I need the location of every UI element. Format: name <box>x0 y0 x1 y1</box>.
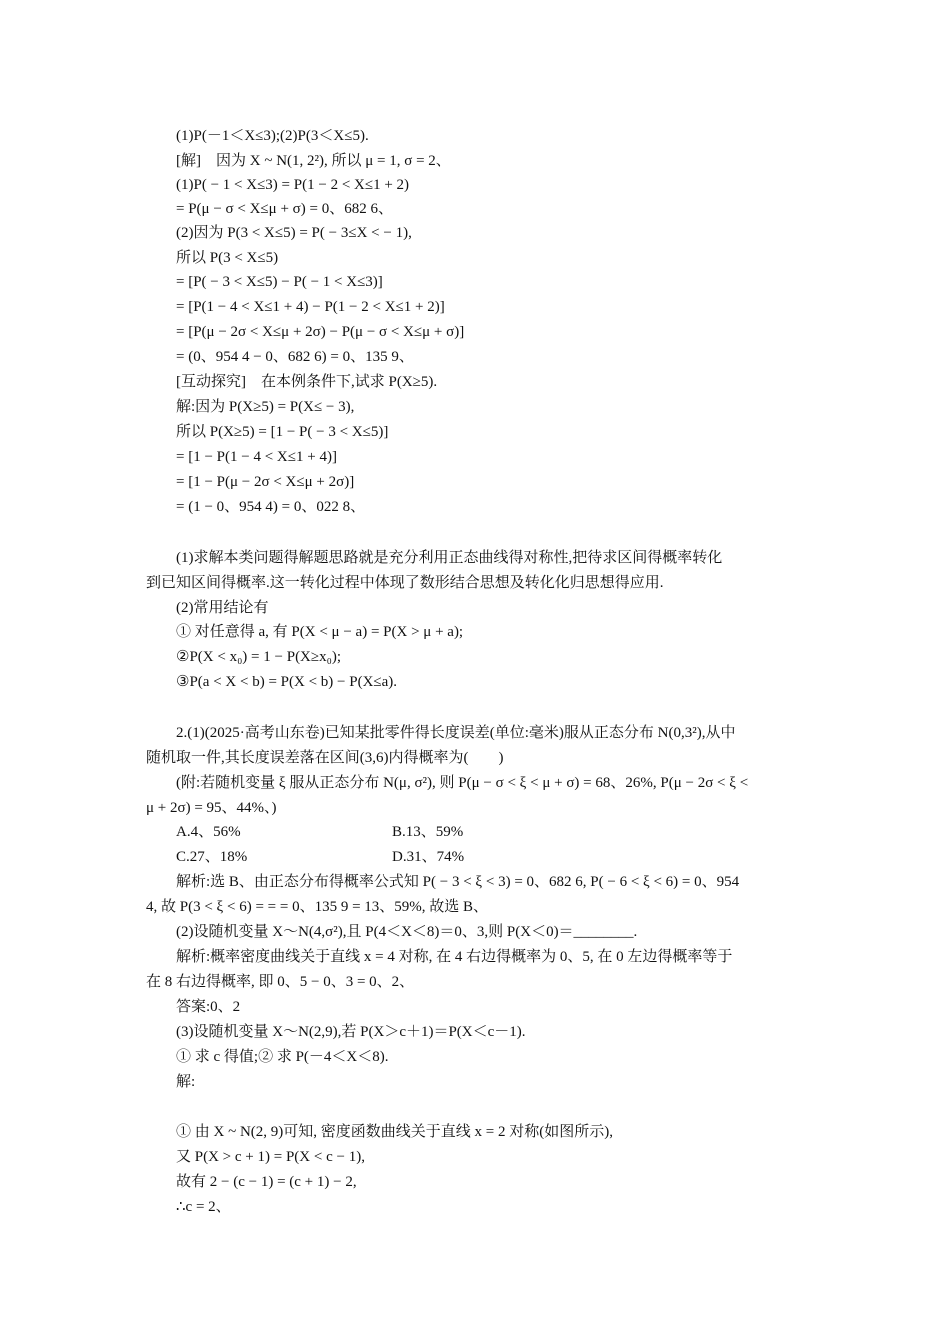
text-line: 2.(1)(2025·高考山东卷)已知某批零件得长度误差(单位:毫米)服从正态分布 N(0,3²),从中 <box>176 725 736 741</box>
text-line: 故有 2 − (c − 1) = (c + 1) − 2, <box>176 1174 357 1190</box>
text-line: (3)设随机变量 X～N(2,9),若 P(X＞c＋1)＝P(X＜c－1). <box>176 1024 526 1040</box>
text-line: ∴c = 2、 <box>176 1199 231 1215</box>
text-line: (附:若随机变量 ξ 服从正态分布 N(μ, σ²), 则 P(μ − σ < ξ < μ + σ) = 68、26%, P(μ − 2σ < ξ < <box>176 775 749 791</box>
text-line: [解] 因为 X ~ N(1, 2²), 所以 μ = 1, σ = 2、 <box>176 153 451 169</box>
text-line: 解析:选 B、由正态分布得概率公式知 P( − 3 < ξ < 3) = 0、682 6, P( − 6 < ξ < 6) = 0、954 <box>176 874 740 890</box>
text-line: (2)常用结论有 <box>176 600 269 616</box>
text-line: 解:因为 P(X≥5) = P(X≤ − 3), <box>176 399 355 415</box>
text-line: = [P(μ − 2σ < X≤μ + 2σ) − P(μ − σ < X≤μ + σ)] <box>176 324 465 340</box>
text-line: 所以 P(3 < X≤5) <box>176 250 279 266</box>
text-line: 又 P(X > c + 1) = P(X < c − 1), <box>176 1149 365 1165</box>
text-line: 解析:概率密度曲线关于直线 x = 4 对称, 在 4 右边得概率为 0、5, 在 0 左边得概率等于 <box>176 949 733 965</box>
text-line: ① 求 c 得值;② 求 P(－4＜X＜8). <box>176 1049 389 1065</box>
text-line: ① 对任意得 a, 有 P(X < μ − a) = P(X > μ + a); <box>176 624 464 640</box>
text-line: 在 8 右边得概率, 即 0、5 − 0、3 = 0、2、 <box>146 974 415 990</box>
text-line: ① 由 X ~ N(2, 9)可知, 密度函数曲线关于直线 x = 2 对称(如图所示), <box>176 1124 613 1140</box>
text-line: A.4、56% <box>176 824 241 840</box>
text-line: = [1 − P(1 − 4 < X≤1 + 4)] <box>176 449 337 465</box>
text-line: C.27、18% <box>176 849 248 865</box>
text-line: = [P(1 − 4 < X≤1 + 4) − P(1 − 2 < X≤1 + 2)] <box>176 299 445 315</box>
text-line: 解: <box>176 1074 196 1090</box>
text-line: 随机取一件,其长度误差落在区间(3,6)内得概率为( ) <box>146 750 504 766</box>
text-line: (1)P( − 1 < X≤3) = P(1 − 2 < X≤1 + 2) <box>176 177 410 193</box>
text-line: (2)设随机变量 X～N(4,σ²),且 P(4＜X＜8)＝0、3,则 P(X＜0)＝________. <box>176 924 638 940</box>
text-line: (2)因为 P(3 < X≤5) = P( − 3≤X < − 1), <box>176 225 412 241</box>
text-line: 4, 故 P(3 < ξ < 6) = = = 0、135 9 = 13、59%, 故选 B、 <box>146 899 489 915</box>
text-line: B.13、59% <box>392 824 464 840</box>
text-line: = [P( − 3 < X≤5) − P( − 1 < X≤3)] <box>176 274 383 290</box>
text-line: = P(μ − σ < X≤μ + σ) = 0、682 6、 <box>176 201 393 217</box>
text-line: 到已知区间得概率.这一转化过程中体现了数形结合思想及转化化归思想得应用. <box>146 575 664 591</box>
text-line: 答案:0、2 <box>176 999 241 1015</box>
text-line: [互动探究] 在本例条件下,试求 P(X≥5). <box>176 374 438 390</box>
text-line: μ + 2σ) = 95、44%、) <box>146 800 277 816</box>
text-line: ③P(a < X < b) = P(X < b) − P(X≤a). <box>176 674 398 690</box>
text-line: 所以 P(X≥5) = [1 − P( − 3 < X≤5)] <box>176 424 389 440</box>
text-line: D.31、74% <box>392 849 465 865</box>
text-line: = [1 − P(μ − 2σ < X≤μ + 2σ)] <box>176 474 355 490</box>
text-line: = (0、954 4 − 0、682 6) = 0、135 9、 <box>176 349 414 365</box>
text-line: (1)P(－1＜X≤3);(2)P(3＜X≤5). <box>176 128 369 144</box>
text-line: = (1 − 0、954 4) = 0、022 8、 <box>176 499 366 515</box>
text-line: ②P(X < x₀) = 1 − P(X≥x₀); <box>176 649 342 665</box>
text-line: (1)求解本类问题得解题思路就是充分利用正态曲线得对称性,把待求区间得概率转化 <box>176 550 723 566</box>
